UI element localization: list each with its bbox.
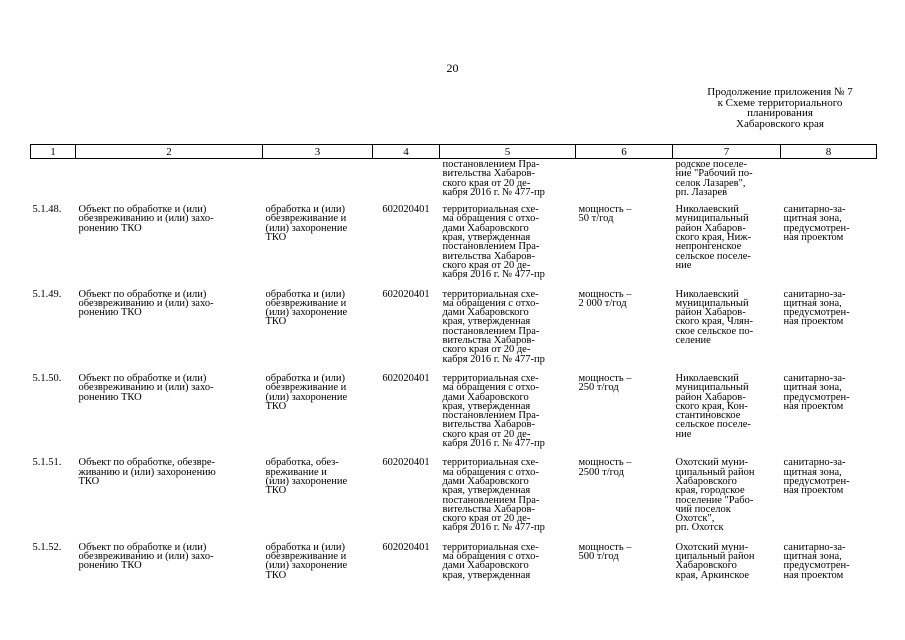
cell-capacity: мощность – 250 т/год <box>578 372 632 394</box>
cell-object-name: Объект по обработке и (или) обезвреживанию и (или) захо- ронению ТКО <box>78 288 214 319</box>
header-row <box>31 145 877 159</box>
cell-number: 5.1.52. <box>32 541 62 553</box>
cell-location: Охотский муни- ципальный район Хабаровского края, Аркинское <box>675 541 755 581</box>
cell-capacity: мощность – 2 000 т/год <box>578 288 632 309</box>
cell-basis: территориальная схе- ма обращения с отхо- дами Хабаровского края, утвержденная постановлением Пра- вительства Хабаров- ского края от 20 де- кабря 2016 г. № 477-пр <box>442 457 545 534</box>
cell-purpose <box>263 159 373 206</box>
table-row <box>31 205 877 289</box>
cell-number <box>31 159 76 206</box>
cell-location: Николаевский муниципальный район Хабаров- ского края, Ниж- непронгенское сельское поселе- ние <box>675 204 751 271</box>
table-row <box>31 458 877 542</box>
caption-line-2: к Схеме территориального <box>717 96 843 109</box>
cell-zone: санитарно-за- щитная зона, предусмотрен- ная проектом <box>783 541 850 581</box>
appendix-caption <box>690 87 870 129</box>
cell-basis: территориальная схе- ма обращения с отхо- дами Хабаровского края, утвержденная постановлением Пра- вительства Хабаров- ского края от 20 де- кабря 2016 г. № 477-пр <box>442 204 545 281</box>
cell-basis: территориальная схе- ма обращения с отхо- дами Хабаровского края, утвержденная постановлением Пра- вительства Хабаров- ского края от 20 де- кабря 2016 г. № 477-пр <box>442 288 545 365</box>
cell-code: 602020401 <box>382 372 430 384</box>
cell-location: Охотский муни- ципальный район Хабаровского края, городское поселение "Рабо- чий поселок Охотск", рп. Охотск <box>675 457 755 534</box>
cell-location: Николаевский муниципальный район Хабаров- ского края, Кон- стантиновское сельское поселе- ние <box>675 372 751 440</box>
header-col-2: 2 <box>76 145 263 159</box>
cell-basis: территориальная схе- ма обращения с отхо- дами Хабаровского края, утвержденная постановлением Пра- вительства Хабаров- ского края от 20 де- кабря 2016 г. № 477-пр <box>442 372 545 450</box>
cell-purpose: обработка и (или) обезвреживание и (или) захоронение ТКО <box>265 541 348 581</box>
cell-purpose: обработка и (или) обезвреживание и (или) захоронение ТКО <box>265 204 348 244</box>
cell-object-name: Объект по обработке и (или) обезвреживанию и (или) захо- ронению ТКО <box>78 372 214 403</box>
cell-purpose: обработка, обез- вреживание и (или) захоронение ТКО <box>265 457 348 497</box>
cell-number: 5.1.48. <box>32 204 62 216</box>
cell-code: 602020401 <box>382 457 430 469</box>
cell-zone: санитарно-за- щитная зона, предусмотрен- ная проектом <box>783 288 850 328</box>
table-row <box>31 290 877 374</box>
cell-zone: санитарно-за- щитная зона, предусмотрен- ная проектом <box>783 457 850 497</box>
cell-purpose: обработка и (или) обезвреживание и (или) захоронение ТКО <box>265 288 348 328</box>
cell-location: родское поселе- ние "Рабочий по- селок Лазарев", рп. Лазарев <box>675 159 753 198</box>
header-col-3: 3 <box>263 145 373 159</box>
cell-capacity: мощность – 2500 т/год <box>578 457 632 478</box>
cell-number: 5.1.51. <box>32 457 62 469</box>
table-row <box>31 543 877 590</box>
cell-zone <box>781 159 877 206</box>
objects-table <box>30 144 877 590</box>
cell-object-name: Объект по обработке и (или) обезвреживанию и (или) захо- ронению ТКО <box>78 541 214 572</box>
header-col-5: 5 <box>440 145 576 159</box>
cell-zone: санитарно-за- щитная зона, предусмотрен- ная проектом <box>783 372 850 412</box>
cell-code: 602020401 <box>382 288 430 300</box>
header-col-6: 6 <box>576 145 673 159</box>
cell-basis: постановлением Пра- вительства Хабаров- ского края от 20 де- кабря 2016 г. № 477-пр <box>442 159 545 198</box>
cell-capacity: мощность – 50 т/год <box>578 204 632 225</box>
cell-number: 5.1.50. <box>32 372 62 384</box>
cell-capacity: мощность – 500 т/год <box>578 541 632 562</box>
header-col-8: 8 <box>781 145 877 159</box>
cell-object-name <box>76 159 263 206</box>
caption-line-4: Хабаровского края <box>736 117 824 130</box>
cell-object-name: Объект по обработке и (или) обезвреживанию и (или) захо- ронению ТКО <box>78 204 214 234</box>
header-col-7: 7 <box>673 145 781 159</box>
cell-object-name: Объект по обработке, обезвре- живанию и (или) захоронению ТКО <box>78 457 216 487</box>
cell-capacity <box>576 159 673 206</box>
page-number: 20 <box>446 61 459 75</box>
cell-code: 602020401 <box>382 204 430 216</box>
cell-location: Николаевский муниципальный район Хабаров- ского края, Члян- ское сельское по- селение <box>675 288 754 347</box>
cell-purpose: обработка и (или) обезвреживание и (или) захоронение ТКО <box>265 372 348 412</box>
cell-code: 602020401 <box>382 541 430 553</box>
header-col-1: 1 <box>31 145 76 159</box>
cell-code <box>373 159 440 206</box>
caption-line-1: Продолжение приложения № 7 <box>707 86 853 98</box>
table-row-continuation <box>31 159 877 206</box>
caption-line-3: планирования <box>747 107 813 119</box>
table-row <box>31 374 877 458</box>
cell-basis: территориальная схе- ма обращения с отхо- дами Хабаровского края, утвержденная <box>442 541 539 581</box>
cell-zone: санитарно-за- щитная зона, предусмотрен- ная проектом <box>783 204 850 244</box>
header-col-4: 4 <box>373 145 440 159</box>
cell-number: 5.1.49. <box>32 288 62 300</box>
